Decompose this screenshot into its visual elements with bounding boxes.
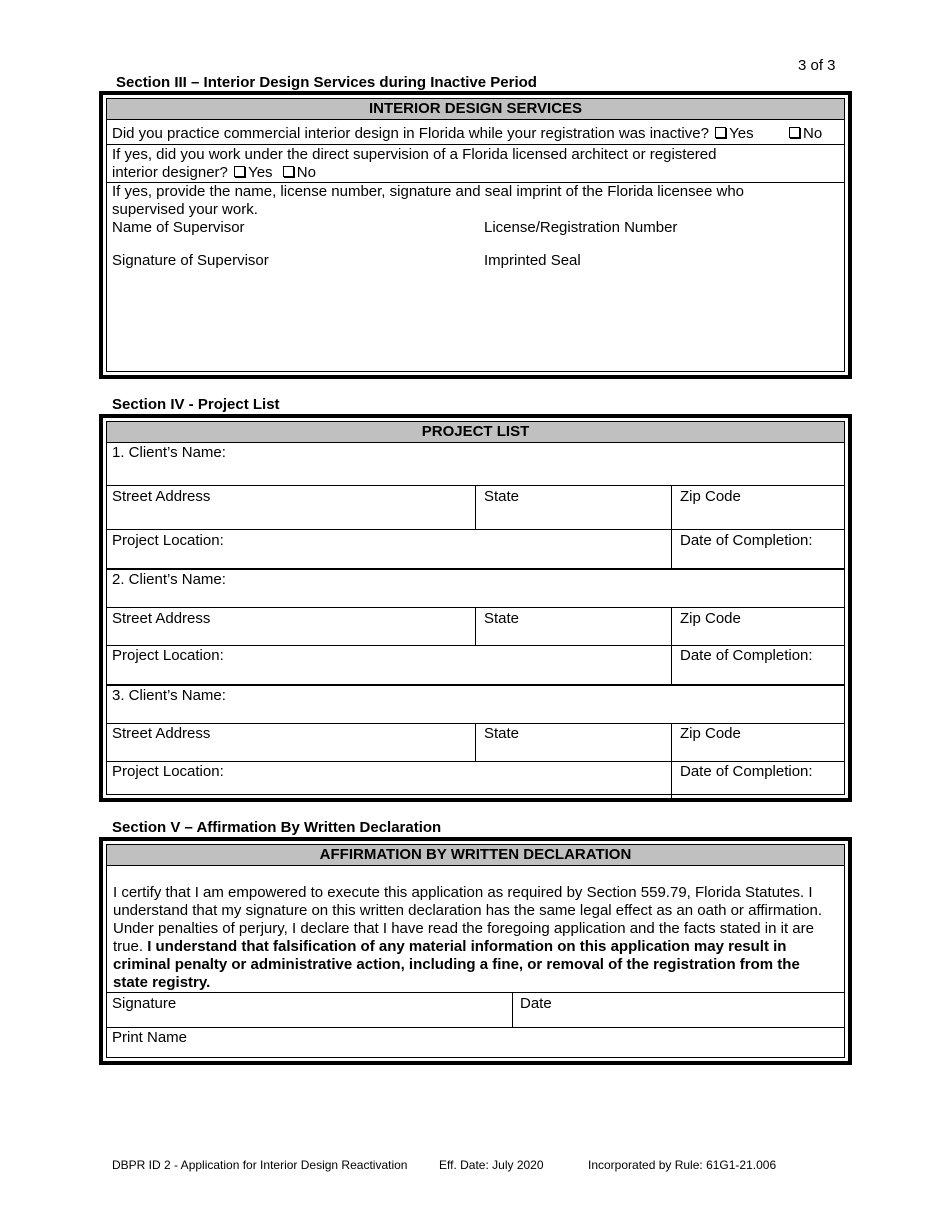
project-3-state-label: State [484,725,520,742]
q2-line2-row [112,164,316,182]
q2-yes-label: Yes [248,164,273,181]
project-1-completion-label: Date of Completion: [680,532,813,549]
project-3-completion-label: Date of Completion: [680,763,813,780]
footer-rule: Incorporated by Rule: 61G1-21.006 [588,1158,777,1172]
section-3-header: INTERIOR DESIGN SERVICES [107,99,844,120]
project-3-street-label: Street Address [112,725,211,742]
project-1-client-label: 1. Client’s Name: [112,444,226,461]
imprinted-seal-label: Imprinted Seal [484,252,581,269]
date-label: Date [520,995,552,1012]
affirmation-bold-text: I understand that falsification of any material information on this application may result in criminal penalty or administrative action, including a fine, or removal of the registration from the state registry. [113,938,800,991]
project-1-zip-label: Zip Code [680,488,741,505]
section-3-box [99,91,852,379]
signature-label: Signature [112,995,177,1012]
project-2-zip-label: Zip Code [680,610,741,627]
project-3-zip-label: Zip Code [680,725,741,742]
q1-yes-checkbox[interactable] [715,127,726,138]
q3-line2: supervised your work. [112,201,258,218]
project-3-client-label: 3. Client’s Name: [112,687,226,704]
project-2-client-label: 2. Client’s Name: [112,571,226,588]
project-2-state-label: State [484,610,520,627]
q1-row [112,125,754,143]
footer-eff-date: Eff. Date: July 2020 [439,1158,544,1172]
section-4-box [99,414,852,802]
project-2-street-label: Street Address [112,610,211,627]
project-3-location-label: Project Location: [112,763,224,780]
affirmation-text: I certify that I am empowered to execute this application as required by Section 559.79, Florida Statutes. I understand that my signature on this written declaration has the same legal effect as an oath or affirmation. Under penalties of perjury, I declare that I have read the foregoing application and the facts stated in it are true. [113,884,823,955]
footer-form-id: DBPR ID 2 - Application for Interior Design Reactivation [112,1158,408,1172]
section-5-title: Section V – Affirmation By Written Declaration [112,819,442,836]
q1-no-checkbox[interactable] [789,127,800,138]
q2-no-label: No [296,164,316,181]
project-1-location-label: Project Location: [112,532,224,549]
affirmation-statement [113,884,838,992]
project-2-location-label: Project Location: [112,647,224,664]
name-of-supervisor-label: Name of Supervisor [112,219,245,236]
project-2-completion-label: Date of Completion: [680,647,813,664]
signature-of-supervisor-label: Signature of Supervisor [112,252,269,269]
q2-text: interior designer? [112,164,228,181]
section-5-header: AFFIRMATION BY WRITTEN DECLARATION [107,845,844,866]
license-number-label: License/Registration Number [484,219,678,236]
q2-no-checkbox[interactable] [283,166,294,177]
q1-no-group [787,125,822,143]
section-4-title: Section IV - Project List [112,396,280,413]
q3-line1: If yes, provide the name, license number, signature and seal imprint of the Florida licensee who [112,183,745,200]
q2-line1: If yes, did you work under the direct supervision of a Florida licensed architect or registered [112,146,717,163]
q1-no-label: No [803,125,823,142]
q1-yes-label: Yes [729,125,754,142]
print-name-label: Print Name [112,1029,188,1046]
section-5-box [99,837,852,1065]
page-number: 3 of 3 [798,57,836,74]
q1-text: Did you practice commercial interior design in Florida while your registration was inactive? [112,125,709,142]
section-4-header: PROJECT LIST [107,422,844,443]
project-1-street-label: Street Address [112,488,211,505]
section-3-title: Section III – Interior Design Services during Inactive Period [116,74,537,91]
project-1-state-label: State [484,488,520,505]
q2-yes-checkbox[interactable] [234,166,245,177]
